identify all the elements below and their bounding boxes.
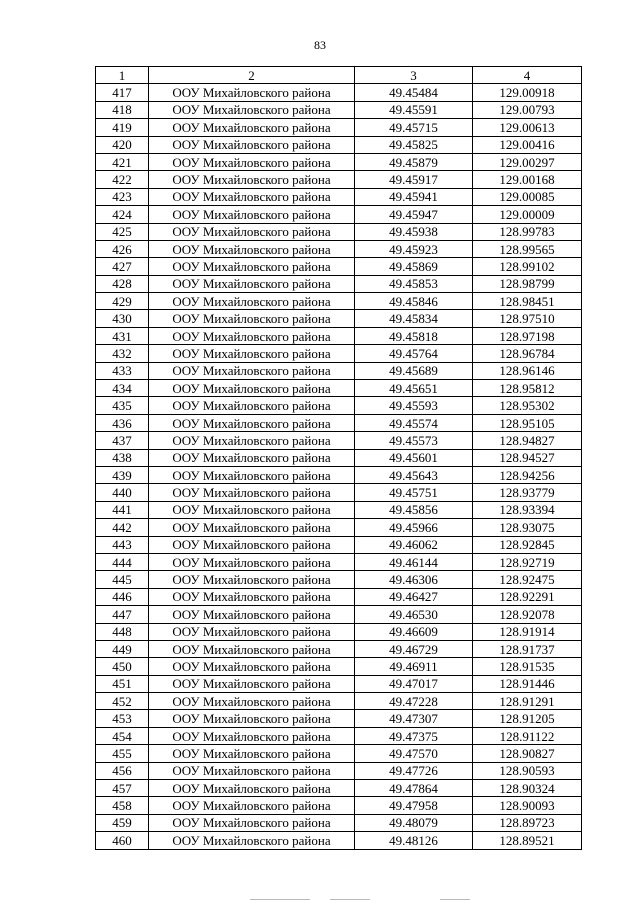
cell-longitude: 128.98799 — [473, 275, 582, 292]
cell-name: ООУ Михайловского района — [149, 258, 355, 275]
table-row — [96, 362, 582, 379]
table-row — [96, 553, 582, 570]
table-row — [96, 432, 582, 449]
cell-longitude: 128.92078 — [473, 606, 582, 623]
cell-longitude: 128.99565 — [473, 240, 582, 257]
cell-number: 451 — [96, 675, 149, 692]
cell-name: ООУ Михайловского района — [149, 466, 355, 483]
table-row — [96, 397, 582, 414]
cell-name: ООУ Михайловского района — [149, 240, 355, 257]
cell-latitude: 49.47726 — [355, 762, 473, 779]
cell-longitude: 128.96146 — [473, 362, 582, 379]
cell-longitude: 128.99783 — [473, 223, 582, 240]
table-body — [96, 84, 582, 849]
table-row — [96, 153, 582, 170]
cell-number: 441 — [96, 501, 149, 518]
cell-longitude: 128.90593 — [473, 762, 582, 779]
cell-name: ООУ Михайловского района — [149, 797, 355, 814]
table-header-row — [96, 67, 582, 84]
cell-number: 417 — [96, 84, 149, 101]
cell-longitude: 128.97510 — [473, 310, 582, 327]
cell-name: ООУ Михайловского района — [149, 710, 355, 727]
cell-longitude: 128.99102 — [473, 258, 582, 275]
table-row — [96, 675, 582, 692]
table-row — [96, 380, 582, 397]
cell-number: 428 — [96, 275, 149, 292]
cell-latitude: 49.45574 — [355, 414, 473, 431]
cell-number: 435 — [96, 397, 149, 414]
cell-number: 426 — [96, 240, 149, 257]
cell-name: ООУ Михайловского района — [149, 762, 355, 779]
cell-number: 446 — [96, 588, 149, 605]
cell-longitude: 128.96784 — [473, 345, 582, 362]
table-row — [96, 658, 582, 675]
cell-number: 423 — [96, 188, 149, 205]
table-row — [96, 606, 582, 623]
cell-latitude: 49.45856 — [355, 501, 473, 518]
cell-longitude: 128.98451 — [473, 293, 582, 310]
cell-name: ООУ Михайловского района — [149, 675, 355, 692]
cell-latitude: 49.47228 — [355, 693, 473, 710]
cell-longitude: 128.95812 — [473, 380, 582, 397]
table-row — [96, 119, 582, 136]
cell-name: ООУ Михайловского района — [149, 206, 355, 223]
cell-longitude: 128.95105 — [473, 414, 582, 431]
cell-longitude: 128.92475 — [473, 571, 582, 588]
cell-number: 453 — [96, 710, 149, 727]
cell-latitude: 49.45818 — [355, 327, 473, 344]
cell-name: ООУ Михайловского района — [149, 745, 355, 762]
cell-name: ООУ Михайловского района — [149, 380, 355, 397]
cell-number: 434 — [96, 380, 149, 397]
column-header-name: 2 — [149, 67, 355, 84]
cell-name: ООУ Михайловского района — [149, 449, 355, 466]
cell-longitude: 129.00416 — [473, 136, 582, 153]
cell-latitude: 49.46306 — [355, 571, 473, 588]
cell-latitude: 49.46609 — [355, 623, 473, 640]
table-row — [96, 536, 582, 553]
cell-name: ООУ Михайловского района — [149, 553, 355, 570]
cell-number: 460 — [96, 832, 149, 849]
cell-longitude: 129.00085 — [473, 188, 582, 205]
cell-number: 424 — [96, 206, 149, 223]
table-row — [96, 832, 582, 849]
cell-name: ООУ Михайловского района — [149, 223, 355, 240]
cell-number: 445 — [96, 571, 149, 588]
cell-number: 420 — [96, 136, 149, 153]
cell-latitude: 49.45853 — [355, 275, 473, 292]
cell-latitude: 49.47864 — [355, 780, 473, 797]
cell-latitude: 49.47958 — [355, 797, 473, 814]
cell-number: 444 — [96, 553, 149, 570]
cell-longitude: 128.91205 — [473, 710, 582, 727]
table-row — [96, 310, 582, 327]
cell-name: ООУ Михайловского района — [149, 101, 355, 118]
cell-number: 418 — [96, 101, 149, 118]
cell-latitude: 49.45715 — [355, 119, 473, 136]
cell-number: 447 — [96, 606, 149, 623]
cell-longitude: 128.94827 — [473, 432, 582, 449]
cell-number: 419 — [96, 119, 149, 136]
cell-latitude: 49.45764 — [355, 345, 473, 362]
cell-number: 429 — [96, 293, 149, 310]
table-row — [96, 345, 582, 362]
cell-longitude: 128.97198 — [473, 327, 582, 344]
cell-number: 433 — [96, 362, 149, 379]
table-row — [96, 727, 582, 744]
table-row — [96, 188, 582, 205]
cell-name: ООУ Михайловского района — [149, 84, 355, 101]
cell-name: ООУ Михайловского района — [149, 119, 355, 136]
cell-number: 436 — [96, 414, 149, 431]
table-row — [96, 780, 582, 797]
column-header-number: 1 — [96, 67, 149, 84]
cell-latitude: 49.48079 — [355, 814, 473, 831]
cell-longitude: 129.00297 — [473, 153, 582, 170]
table-row — [96, 623, 582, 640]
table-row — [96, 449, 582, 466]
cell-name: ООУ Михайловского района — [149, 275, 355, 292]
table-row — [96, 171, 582, 188]
table-row — [96, 745, 582, 762]
cell-longitude: 128.93075 — [473, 519, 582, 536]
table-row — [96, 206, 582, 223]
scan-artifact — [0, 899, 640, 901]
cell-latitude: 49.45593 — [355, 397, 473, 414]
cell-longitude: 129.00918 — [473, 84, 582, 101]
cell-name: ООУ Михайловского района — [149, 501, 355, 518]
cell-latitude: 49.45869 — [355, 258, 473, 275]
cell-latitude: 49.47375 — [355, 727, 473, 744]
cell-latitude: 49.45834 — [355, 310, 473, 327]
cell-latitude: 49.45917 — [355, 171, 473, 188]
table-row — [96, 466, 582, 483]
cell-name: ООУ Михайловского района — [149, 327, 355, 344]
table-row — [96, 640, 582, 657]
cell-longitude: 128.91737 — [473, 640, 582, 657]
cell-longitude: 128.90827 — [473, 745, 582, 762]
cell-number: 432 — [96, 345, 149, 362]
cell-longitude: 129.00613 — [473, 119, 582, 136]
cell-number: 455 — [96, 745, 149, 762]
cell-number: 458 — [96, 797, 149, 814]
cell-name: ООУ Михайловского района — [149, 588, 355, 605]
table-row — [96, 519, 582, 536]
cell-longitude: 128.93394 — [473, 501, 582, 518]
table-row — [96, 501, 582, 518]
cell-number: 456 — [96, 762, 149, 779]
cell-latitude: 49.45941 — [355, 188, 473, 205]
cell-longitude: 128.95302 — [473, 397, 582, 414]
cell-latitude: 49.45601 — [355, 449, 473, 466]
cell-number: 459 — [96, 814, 149, 831]
cell-latitude: 49.45651 — [355, 380, 473, 397]
cell-number: 448 — [96, 623, 149, 640]
cell-latitude: 49.45573 — [355, 432, 473, 449]
cell-name: ООУ Михайловского района — [149, 171, 355, 188]
cell-latitude: 49.45947 — [355, 206, 473, 223]
cell-name: ООУ Михайловского района — [149, 519, 355, 536]
cell-name: ООУ Михайловского района — [149, 362, 355, 379]
cell-longitude: 128.91446 — [473, 675, 582, 692]
cell-name: ООУ Михайловского района — [149, 832, 355, 849]
cell-latitude: 49.45846 — [355, 293, 473, 310]
cell-name: ООУ Михайловского района — [149, 693, 355, 710]
table-row — [96, 693, 582, 710]
cell-number: 431 — [96, 327, 149, 344]
cell-latitude: 49.46427 — [355, 588, 473, 605]
column-header-latitude: 3 — [355, 67, 473, 84]
coordinates-table — [95, 66, 582, 850]
cell-latitude: 49.45751 — [355, 484, 473, 501]
cell-latitude: 49.46911 — [355, 658, 473, 675]
cell-name: ООУ Михайловского района — [149, 136, 355, 153]
cell-latitude: 49.46729 — [355, 640, 473, 657]
cell-longitude: 128.92719 — [473, 553, 582, 570]
cell-number: 442 — [96, 519, 149, 536]
cell-name: ООУ Михайловского района — [149, 414, 355, 431]
cell-name: ООУ Михайловского района — [149, 432, 355, 449]
cell-name: ООУ Михайловского района — [149, 606, 355, 623]
cell-name: ООУ Михайловского района — [149, 293, 355, 310]
cell-name: ООУ Михайловского района — [149, 780, 355, 797]
cell-longitude: 129.00793 — [473, 101, 582, 118]
cell-name: ООУ Михайловского района — [149, 310, 355, 327]
cell-longitude: 128.90093 — [473, 797, 582, 814]
cell-name: ООУ Михайловского района — [149, 484, 355, 501]
cell-latitude: 49.45689 — [355, 362, 473, 379]
cell-name: ООУ Михайловского района — [149, 536, 355, 553]
cell-name: ООУ Михайловского района — [149, 397, 355, 414]
cell-number: 430 — [96, 310, 149, 327]
cell-longitude: 128.94256 — [473, 466, 582, 483]
cell-longitude: 128.89521 — [473, 832, 582, 849]
table-row — [96, 136, 582, 153]
cell-longitude: 128.89723 — [473, 814, 582, 831]
cell-latitude: 49.45938 — [355, 223, 473, 240]
cell-latitude: 49.45879 — [355, 153, 473, 170]
table-row — [96, 762, 582, 779]
table-row — [96, 293, 582, 310]
cell-longitude: 128.92291 — [473, 588, 582, 605]
cell-name: ООУ Михайловского района — [149, 623, 355, 640]
cell-longitude: 128.91914 — [473, 623, 582, 640]
cell-latitude: 49.46144 — [355, 553, 473, 570]
table-row — [96, 484, 582, 501]
cell-latitude: 49.45966 — [355, 519, 473, 536]
table-row — [96, 571, 582, 588]
cell-longitude: 128.92845 — [473, 536, 582, 553]
table-row — [96, 710, 582, 727]
cell-latitude: 49.45643 — [355, 466, 473, 483]
cell-latitude: 49.45923 — [355, 240, 473, 257]
cell-number: 427 — [96, 258, 149, 275]
cell-longitude: 128.94527 — [473, 449, 582, 466]
table-row — [96, 275, 582, 292]
table-row — [96, 414, 582, 431]
table-row — [96, 814, 582, 831]
cell-number: 443 — [96, 536, 149, 553]
cell-name: ООУ Михайловского района — [149, 153, 355, 170]
cell-name: ООУ Михайловского района — [149, 814, 355, 831]
cell-number: 438 — [96, 449, 149, 466]
table-row — [96, 327, 582, 344]
table-row — [96, 84, 582, 101]
cell-longitude: 128.91535 — [473, 658, 582, 675]
cell-latitude: 49.47307 — [355, 710, 473, 727]
table-row — [96, 588, 582, 605]
cell-longitude: 128.91291 — [473, 693, 582, 710]
cell-longitude: 129.00009 — [473, 206, 582, 223]
table-row — [96, 240, 582, 257]
cell-number: 457 — [96, 780, 149, 797]
page-number: 83 — [314, 38, 326, 52]
cell-number: 425 — [96, 223, 149, 240]
table-row — [96, 258, 582, 275]
cell-number: 437 — [96, 432, 149, 449]
cell-latitude: 49.45825 — [355, 136, 473, 153]
cell-longitude: 129.00168 — [473, 171, 582, 188]
cell-number: 422 — [96, 171, 149, 188]
cell-name: ООУ Михайловского района — [149, 345, 355, 362]
table-row — [96, 101, 582, 118]
cell-latitude: 49.45484 — [355, 84, 473, 101]
cell-number: 449 — [96, 640, 149, 657]
column-header-longitude: 4 — [473, 67, 582, 84]
table-row — [96, 797, 582, 814]
cell-number: 454 — [96, 727, 149, 744]
cell-latitude: 49.46530 — [355, 606, 473, 623]
cell-number: 440 — [96, 484, 149, 501]
table-row — [96, 223, 582, 240]
cell-latitude: 49.48126 — [355, 832, 473, 849]
cell-latitude: 49.46062 — [355, 536, 473, 553]
cell-longitude: 128.90324 — [473, 780, 582, 797]
cell-latitude: 49.47570 — [355, 745, 473, 762]
cell-number: 439 — [96, 466, 149, 483]
cell-name: ООУ Михайловского района — [149, 188, 355, 205]
cell-name: ООУ Михайловского района — [149, 658, 355, 675]
cell-latitude: 49.45591 — [355, 101, 473, 118]
cell-number: 452 — [96, 693, 149, 710]
cell-name: ООУ Михайловского района — [149, 571, 355, 588]
cell-number: 450 — [96, 658, 149, 675]
cell-number: 421 — [96, 153, 149, 170]
cell-longitude: 128.91122 — [473, 727, 582, 744]
cell-longitude: 128.93779 — [473, 484, 582, 501]
cell-name: ООУ Михайловского района — [149, 727, 355, 744]
cell-latitude: 49.47017 — [355, 675, 473, 692]
cell-name: ООУ Михайловского района — [149, 640, 355, 657]
